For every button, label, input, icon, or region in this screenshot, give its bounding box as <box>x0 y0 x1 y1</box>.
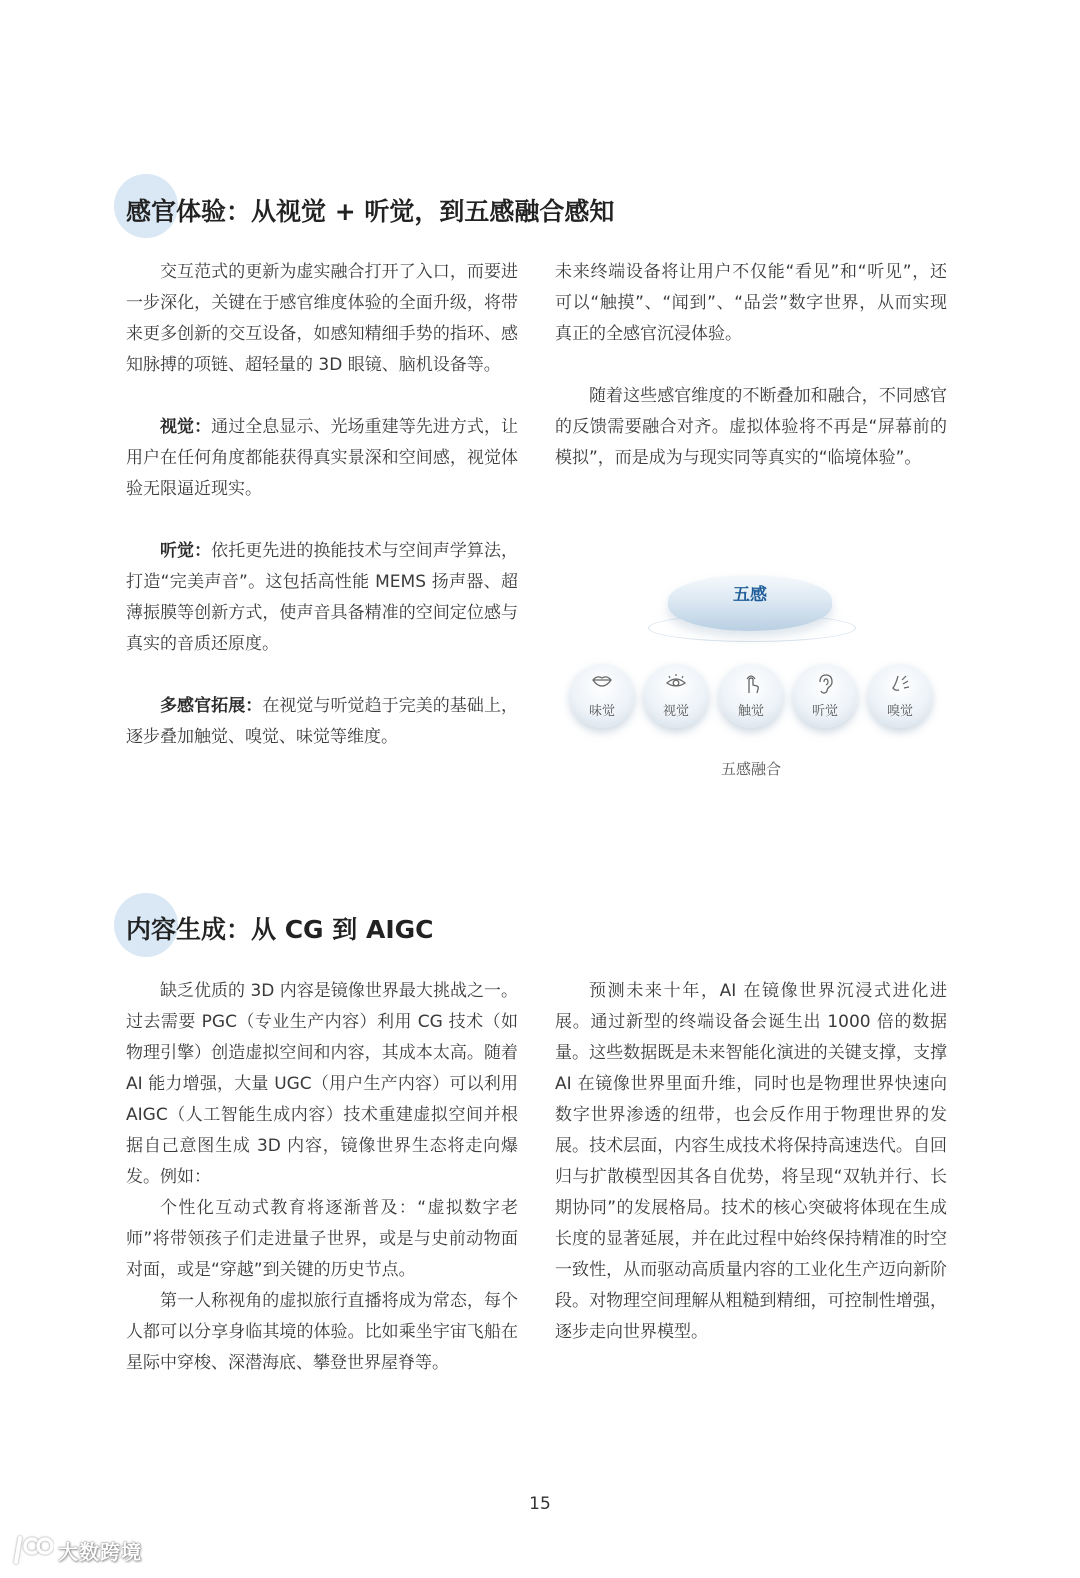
platform-label: 五感 <box>733 585 767 605</box>
content-right-column <box>555 976 947 1348</box>
content-right-paragraph-1: 预测未来十年，AI 在镜像世界沉浸式进化进展。通过新型的终端设备会诞生出 1000 倍的数据量。这些数据既是未来智能化演进的关键支撑，支撑 AI 在镜像世界里面升维，同时也是物理世界快速向数字世界渗透的纽带，也会反作用于物理世界的发展。技术层面，内容生成技术将保持高速迭代。自回归与扩散模型因其各自优势，将呈现“双轨并行、长期协同”的发展格局。技术的核心突破将体现在生成长度的显著延展，并在此过程中始终保持精准的时空一致性，从而驱动高质量内容的工业化生产迈向新阶段。对物理空间理解从粗糙到精细，可控制性增强，逐步走向世界模型。 <box>555 981 947 1342</box>
sense-label: 听觉 <box>811 704 838 719</box>
hand-touch-icon <box>741 674 761 694</box>
nose-icon <box>890 674 910 694</box>
section-title-senses: 感官体验：从视觉 + 听觉，到五感融合感知 <box>126 197 615 226</box>
section-title-content-generation: 内容生成：从 CG 到 AIGC <box>126 915 434 944</box>
content-left-paragraph-3: 第一人称视角的虚拟旅行直播将成为常态，每个人都可以分享身临其境的体验。比如乘坐宇宙飞船在星际中穿梭、深潜海底、攀登世界屋脊等。 <box>126 1291 518 1373</box>
sense-sight <box>644 664 708 728</box>
multisensory-text: 在视觉与听觉趋于完美的基础上，逐步叠加触觉、嗅觉、味觉等维度。 <box>126 696 519 747</box>
visual-term: 视觉： <box>160 417 212 437</box>
multisensory-paragraph <box>126 691 518 753</box>
audio-paragraph <box>126 536 518 660</box>
watermark-text: 大数跨境 <box>58 1540 142 1564</box>
sense-label: 触觉 <box>737 704 764 719</box>
audio-term: 听觉： <box>160 541 212 561</box>
five-senses-diagram <box>555 568 947 798</box>
page-number: 15 <box>529 1494 551 1514</box>
sense-label: 嗅觉 <box>886 704 913 719</box>
sense-touch <box>719 664 783 728</box>
sense-label: 视觉 <box>662 704 689 719</box>
visual-text: 通过全息显示、光场重建等先进方式，让用户在任何角度都能获得真实景深和空间感，视觉体验无限逼近现实。 <box>126 417 519 499</box>
senses-right-paragraph-1: 未来终端设备将让用户不仅能“看见”和“听见”，还可以“触摸”、“闻到”、“品尝”数字世界，从而实现真正的全感官沉浸体验。 <box>555 262 947 344</box>
senses-left-column <box>126 257 518 753</box>
content-left-column <box>126 976 518 1379</box>
sense-label: 味觉 <box>588 704 615 719</box>
lips-icon <box>592 674 612 688</box>
visual-paragraph <box>126 412 518 505</box>
senses-right-column <box>555 257 947 474</box>
eye-icon <box>666 674 686 690</box>
sense-hearing <box>793 664 857 728</box>
diagram-caption: 五感融合 <box>720 760 781 778</box>
sense-smell <box>868 664 932 728</box>
ear-icon <box>815 674 835 694</box>
content-left-paragraph-2: 个性化互动式教育将逐渐普及：“虚拟数字老师”将带领孩子们走进量子世界，或是与史前动物面对面，或是“穿越”到关键的历史节点。 <box>126 1198 518 1280</box>
sense-taste <box>570 664 634 728</box>
senses-intro-paragraph: 交互范式的更新为虚实融合打开了入口，而要进一步深化，关键在于感官维度体验的全面升级，将带来更多创新的交互设备，如感知精细手势的指环、感知脉搏的项链、超轻量的 3D 眼镜、脑机设备等。 <box>126 262 518 375</box>
senses-right-paragraph-2: 随着这些感官维度的不断叠加和融合，不同感官的反馈需要融合对齐。虚拟体验将不再是“屏幕前的模拟”，而是成为与现实同等真实的“临境体验”。 <box>555 386 947 468</box>
watermark-logo-icon <box>10 1532 54 1566</box>
content-left-paragraph-1: 缺乏优质的 3D 内容是镜像世界最大挑战之一。过去需要 PGC（专业生产内容）利用 CG 技术（如物理引擎）创造虚拟空间和内容，其成本太高。随着 AI 能力增强，大量 UGC（用户生产内容）可以利用 AIGC（人工智能生成内容）技术重建虚拟空间并根据自己意图生成 3D 内容，镜像世界生态将走向爆发。例如： <box>126 981 518 1187</box>
multisensory-term: 多感官拓展： <box>160 696 263 716</box>
audio-text: 依托更先进的换能技术与空间声学算法，打造“完美声音”。这包括高性能 MEMS 扬声器、超薄振膜等创新方式，使声音具备精准的空间定位感与真实的音质还原度。 <box>126 541 519 654</box>
watermark <box>8 1530 168 1570</box>
